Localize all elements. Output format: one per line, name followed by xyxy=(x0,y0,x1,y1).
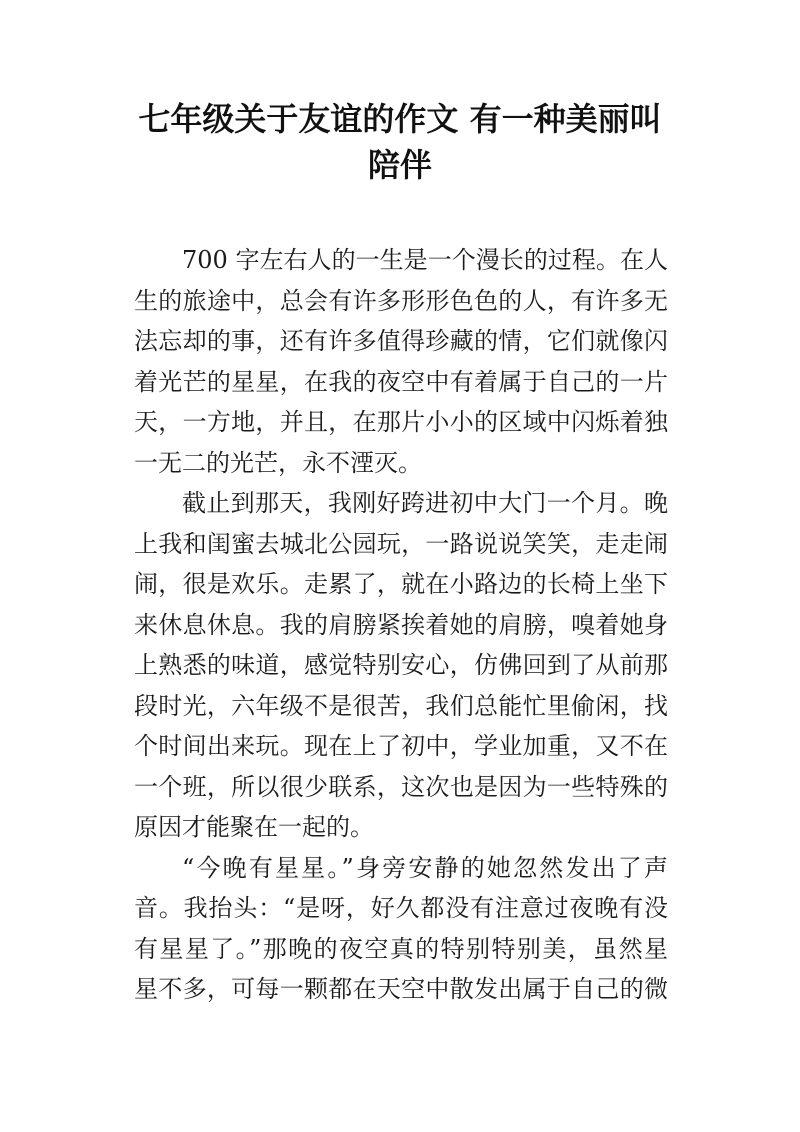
text-line: 一无二的光芒，永不湮灭。 xyxy=(134,448,422,477)
text-line: “今晚有星星。”身旁安静的她忽然发出了声 xyxy=(182,853,668,882)
text-line: 一个班，所以很少联系，这次也是因为一些特殊的 xyxy=(134,772,668,801)
text-line: 法忘却的事，还有许多值得珍藏的情，它们就像闪 xyxy=(134,327,668,355)
essay-title xyxy=(0,96,800,188)
text-line: 上我和闺蜜去城北公园玩，一路说说笑笑，走走闹 xyxy=(134,529,668,558)
text-line: 来休息休息。我的肩膀紧挨着她的肩膀，嗅着她身 xyxy=(134,610,668,639)
text-line: 闹，很是欢乐。走累了，就在小路边的长椅上坐下 xyxy=(134,570,668,598)
text-line: 原因才能聚在一起的。 xyxy=(134,813,374,841)
text-line: 700 字左右人的一生是一个漫长的过程。在人 xyxy=(182,246,668,274)
text-line: 天，一方地，并且，在那片小小的区域中闪烁着独 xyxy=(134,408,668,436)
text-line: 星不多，可每一颗都在天空中散发出属于自己的微 xyxy=(134,975,668,1003)
text-line: 有星星了。”那晚的夜空真的特别特别美，虽然星 xyxy=(134,934,668,963)
text-line: 着光芒的星星，在我的夜空中有着属于自己的一片 xyxy=(134,367,668,396)
text-line: 音。我抬头：“是呀，好久都没有注意过夜晚有没 xyxy=(134,894,668,922)
title-line-1: 七年级关于友谊的作文 有一种美丽叫 xyxy=(138,100,662,138)
text-line: 段时光，六年级不是很苦，我们总能忙里偷闲，找 xyxy=(134,691,668,720)
title-line-2: 陪伴 xyxy=(367,146,432,184)
essay-body xyxy=(134,240,668,1010)
text-line: 生的旅途中，总会有许多形形色色的人，有许多无 xyxy=(134,286,668,315)
text-line: 个时间出来玩。现在上了初中，学业加重，又不在 xyxy=(134,732,668,760)
text-line: 上熟悉的味道，感觉特别安心，仿佛回到了从前那 xyxy=(134,651,668,679)
text-line: 截止到那天，我刚好跨进初中大门一个月。晚 xyxy=(182,489,668,517)
